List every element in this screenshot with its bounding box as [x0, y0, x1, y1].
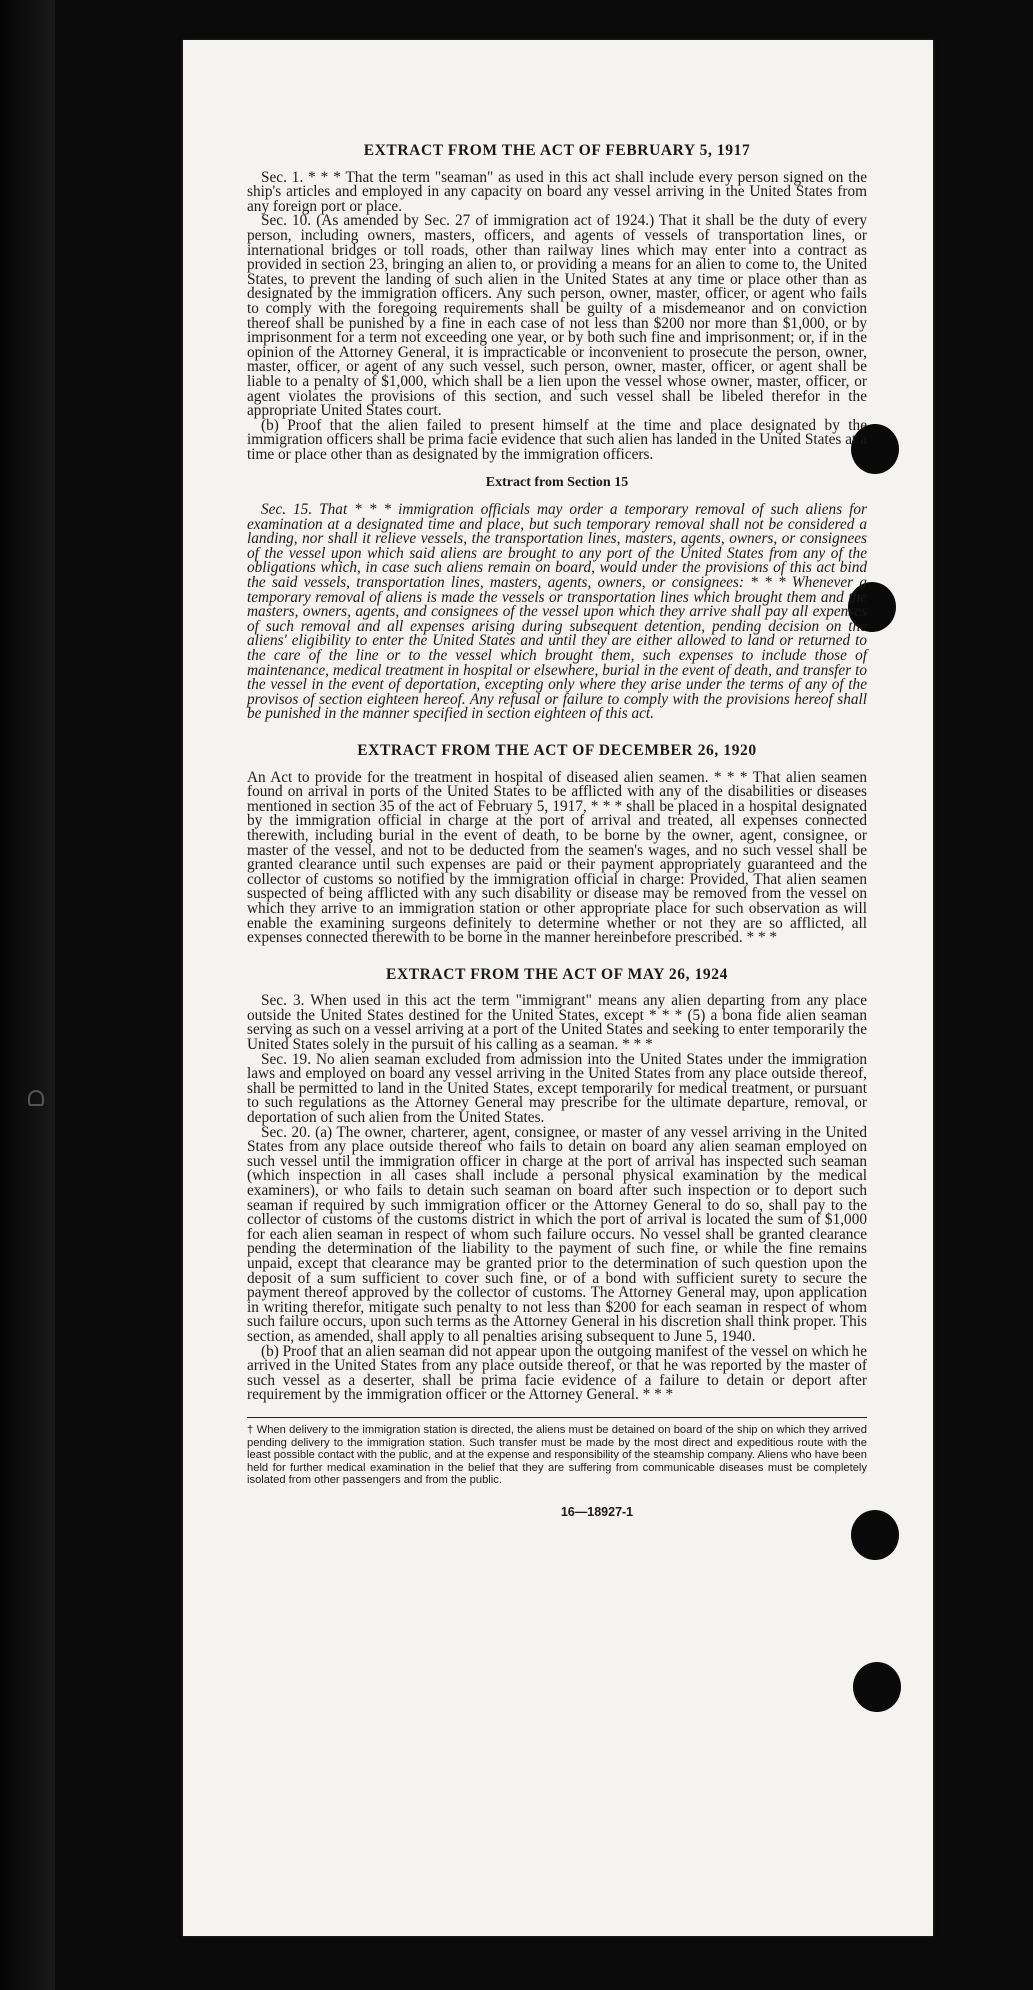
- paragraph-sec-15: Sec. 15. That * * * immigration officials may order a temporary removal of such aliens for examination at a designated time and place, but such temporary removal shall not be considered a landing, nor shall it relieve vessels, the transportation lines, masters, agents, owners, or consignees of the vessel upon which said aliens are brought to any port of the United States from any of the obligations which, in case such aliens remain on board, would under the provisions of this act bind the said vessels, transportation lines, masters, agents, owners, or consignees: * * * Whenever a temporary removal of aliens is made the vessels or transportation lines which brought them and the masters, owners, agents, and consignees of the vessel upon which they arrive shall pay all expenses of such removal and all expenses arising during subsequent detention, pending decision on the aliens' eligibility to enter the United States and until they are either allowed to land or returned to the care of the line or to the vessel which brought them, such expenses to include those of maintenance, medical treatment in hospital or elsewhere, burial in the event of death, and transfer to the vessel in the event of deportation, excepting only where they arise under the terms of any of the provisos of section eighteen hereof. Any refusal or failure to comply with the provisions hereof shall be punished in the manner specified in section eighteen of this act.: [247, 501, 867, 723]
- paragraph-act-1920: An Act to provide for the treatment in hospital of diseased alien seamen. * * * That alien seamen found on arrival in ports of the United States to be afflicted with any of the disabilities or diseases mentioned in section 35 of the act of February 5, 1917, * * * shall be placed in a hospital designated by the immigration official in charge at the port of arrival and treated, all expenses connected therewith, including burial in the event of death, to be borne by the owner, agent, consignee, or master of the vessel, and not to be deducted from the seamen's wages, and no such vessel shall be granted clearance until such expenses are paid or their payment appropriately guaranteed and the collector of customs so notified by the immigration official in charge: Provided, That alien seamen suspected of being afflicted with any such disability or disease may be removed from the vessel on which they arrive to an immigration station or other appropriate place for such observation as will enable the examining surgeons definitely to determine whether or not they are so afflicted, all expenses connected therewith to be borne in the manner hereinbefore prescribed. * * *: [247, 768, 867, 947]
- heading-act-1920: EXTRACT FROM THE ACT OF DECEMBER 26, 1920: [357, 741, 757, 759]
- paragraph-sec-19: Sec. 19. No alien seaman excluded from admission into the United States under the immigration laws and employed on board any vessel arriving in the United States from any place outside thereof, shall be permitted to land in the United States, except temporarily for medical treatment, or pursuant to such regulations as the Attorney General may prescribe for the ultimate departure, removal, or deportation of such alien from the United States.: [247, 1050, 867, 1127]
- paragraph-sec-3: Sec. 3. When used in this act the term "immigrant" means any alien departing from any place outside the United States destined for the United States, except * * * (5) a bona fide alien seaman serving as such on a vessel arriving at a port of the United States and seeking to enter temporarily the United States solely in the pursuit of his calling as a seaman. * * *: [247, 992, 867, 1054]
- form-number: 16—18927-1: [560, 1504, 634, 1519]
- document-page: [183, 40, 933, 1936]
- punch-hole: [853, 1662, 901, 1712]
- paragraph-sec-1: Sec. 1. * * * That the term "seaman" as used in this act shall include every person signed on the ship's articles and employed in any capacity on board any vessel arriving in the United States from any foreign port or place.: [247, 168, 867, 215]
- heading-act-1924: EXTRACT FROM THE ACT OF MAY 26, 1924: [386, 965, 728, 983]
- scan-border-left: [0, 0, 55, 1990]
- document-body: [247, 144, 867, 1519]
- scanner-mark: [28, 1090, 44, 1106]
- paragraph-sec-10-b: (b) Proof that the alien failed to present himself at the time and place designated by the immigration officers shall be prima facie evidence that such alien has landed in the United States at a time or place other than as designated by the immigration officers.: [247, 416, 867, 463]
- paragraph-sec-10: Sec. 10. (As amended by Sec. 27 of immigration act of 1924.) That it shall be the duty of every person, including owners, masters, officers, and agents of vessels of transportation lines, or international bridges or toll roads, other than railway lines which may enter into a contract as provided in section 23, bringing an alien to, or providing a means for an alien to come to, the United States, to prevent the landing of such alien in the United States at any time or place other than as designated by the immigration officers. Any such person, owner, master, officer, or agent who fails to comply with the foregoing requirements shall be guilty of a misdemeanor and on conviction thereof shall be punished by a fine in each case of not less than $200 nor more than $1,000, or by imprisonment for a term not exceeding one year, or by both such fine and imprisonment; or, if in the opinion of the Attorney General, it is impracticable or inconvenient to prosecute the person, owner, master, officer, or agent of any such vessel, such person, owner, master, officer, or agent shall be liable to a penalty of $1,000, which shall be a lien upon the vessel whose owner, master, officer, or agent violates the provisions of this section, and such vessel shall be libeled therefor in the appropriate United States court.: [247, 212, 867, 420]
- paragraph-sec-20-b: (b) Proof that an alien seaman did not appear upon the outgoing manifest of the vessel on which he arrived in the United States from any place outside thereof, or that he was reported by the master of such vessel as a deserter, shall be prima facie evidence of a failure to detain or deport after requirement by the immigration officer or the Attorney General. * * *: [247, 1342, 867, 1404]
- footnote: † When delivery to the immigration station is directed, the aliens must be detained on board of the ship on which they arrived pending delivery to the immigration station. Such transfer must be made by the most direct and expeditious route with the least possible contact with the public, and at the expense and responsibility of the steamship company. Aliens who have been held for further medical examination in the belief that they are suffering from communicable diseases must be completely isolated from other passengers and from the public.: [247, 1417, 867, 1487]
- paragraph-sec-20-a: Sec. 20. (a) The owner, charterer, agent, consignee, or master of any vessel arriving in the United States from any place outside thereof who fails to detain on board any alien seaman employed on such vessel until the immigration officer in charge at the port of arrival has inspected such seaman (which inspection in all cases shall include a personal physical examination by the medical examiners), or who fails to detain such seaman on board after such inspection or to deport such seaman if required by such immigration officer or the Attorney General to do so, shall pay to the collector of customs of the customs district in which the port of arrival is located the sum of $1,000 for each alien seaman in respect of whom such failure occurs. No vessel shall be granted clearance pending the determination of the liability to the payment of such fine, or while the fine remains unpaid, except that clearance may be granted prior to the determination of such question upon the deposit of a sum sufficient to cover such fine, or of a bond with sufficient surety to secure the payment thereof approved by the collector of customs. The Attorney General may, upon application in writing therefor, mitigate such penalty to not less than $200 for each seaman in respect of whom such failure occurs, upon such terms as the Attorney General in his discretion shall think proper. This section, as amended, shall apply to all penalties arising subsequent to June 5, 1940.: [247, 1123, 867, 1345]
- heading-act-1917: EXTRACT FROM THE ACT OF FEBRUARY 5, 1917: [363, 142, 751, 159]
- heading-section-15: Extract from Section 15: [485, 475, 629, 491]
